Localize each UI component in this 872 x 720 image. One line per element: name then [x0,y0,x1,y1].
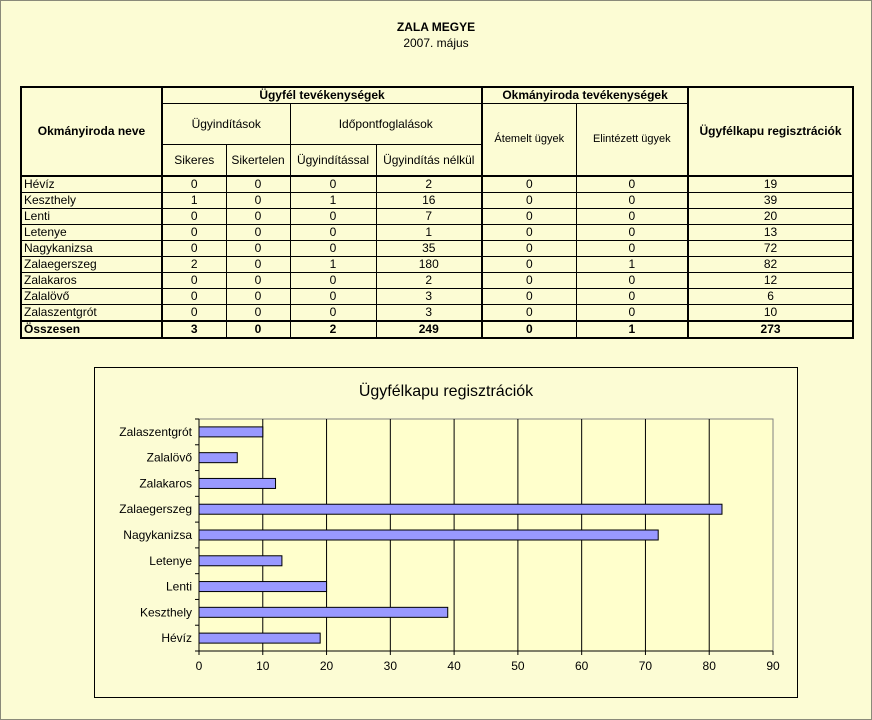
table-cell: 16 [376,193,482,209]
table-cell: 0 [482,176,576,193]
bar [199,478,276,488]
bar-chart [95,368,797,697]
table-cell: 1 [576,257,688,273]
col-transferred: Átemelt ügyek [482,104,576,177]
table-cell: 0 [226,257,290,273]
table-cell: 0 [482,209,576,225]
total-label: Összesen [21,321,162,338]
table-cell: 2 [376,176,482,193]
table-row [21,193,853,209]
col-portal-registrations: Ügyfélkapu regisztrációk [688,87,853,176]
group-office-activities: Okmányiroda tevékenységek [482,87,688,104]
office-name-cell: Zalakaros [21,273,162,289]
table-cell: 3 [376,289,482,305]
col-success: Sikeres [162,145,226,177]
table-row [21,257,853,273]
table-cell: 0 [576,305,688,322]
table-cell: 0 [226,241,290,257]
table-cell: 1 [290,257,376,273]
col-without-initiation: Ügyindítás nélkül [376,145,482,177]
x-tick-label: 30 [383,659,398,673]
table-cell: 0 [576,241,688,257]
table-cell: 0 [290,289,376,305]
table-cell: 0 [162,289,226,305]
category-label: Nagykanizsa [123,528,192,542]
table-cell: 1 [162,193,226,209]
total-row [21,321,853,338]
table-cell: 0 [226,209,290,225]
table-cell: 0 [576,209,688,225]
bar [199,504,722,514]
table-cell: 180 [376,257,482,273]
total-cell: 0 [226,321,290,338]
page-subtitle: 2007. május [403,36,469,50]
chart-title: Ügyfélkapu regisztrációk [358,383,534,400]
office-name-cell: Zalalövő [21,289,162,305]
table-cell: 12 [688,273,853,289]
table-row [21,209,853,225]
bar [199,582,327,592]
table-cell: 0 [576,289,688,305]
table-cell: 0 [290,305,376,322]
x-tick-label: 80 [702,659,716,673]
table-cell: 0 [482,289,576,305]
table-cell: 0 [482,257,576,273]
bar [199,556,282,566]
bar [199,453,237,463]
table-cell: 0 [290,225,376,241]
table-cell: 0 [482,305,576,322]
category-label: Hévíz [161,631,192,646]
table-row [21,241,853,257]
total-cell: 249 [376,321,482,338]
bar [199,427,263,437]
chart-panel [94,367,798,698]
table-cell: 0 [576,176,688,193]
table-cell: 0 [576,193,688,209]
x-tick-label: 40 [447,659,461,673]
table-cell: 0 [162,241,226,257]
table-cell: 13 [688,225,853,241]
table-cell: 0 [162,225,226,241]
table-cell: 0 [290,176,376,193]
category-label: Letenye [149,553,192,568]
group-client-activities: Ügyfél tevékenységek [162,87,482,104]
table-cell: 2 [162,257,226,273]
col-fail: Sikertelen [226,145,290,177]
table-cell: 0 [226,193,290,209]
table-cell: 0 [162,209,226,225]
category-label: Lenti [165,579,192,594]
x-tick-label: 0 [195,659,203,673]
office-name-cell: Hévíz [21,176,162,193]
statistics-table [20,86,854,339]
table-cell: 19 [688,176,853,193]
bar [199,530,658,540]
category-label: Keszthely [139,605,192,620]
office-name-cell: Lenti [21,209,162,225]
total-cell: 1 [576,321,688,338]
table-cell: 0 [162,305,226,322]
office-name-cell: Nagykanizsa [21,241,162,257]
total-cell: 3 [162,321,226,338]
table-cell: 0 [482,241,576,257]
table-cell: 0 [290,209,376,225]
x-tick-label: 10 [256,659,270,673]
table-row [21,305,853,322]
table-row [21,273,853,289]
office-name-cell: Letenye [21,225,162,241]
total-cell: 0 [482,321,576,338]
office-name-cell: Keszthely [21,193,162,209]
table-row [21,225,853,241]
table-cell: 0 [226,289,290,305]
table-cell: 0 [576,273,688,289]
total-cell: 2 [290,321,376,338]
table-cell: 1 [290,193,376,209]
table-cell: 3 [376,305,482,322]
table-cell: 0 [290,241,376,257]
x-tick-label: 70 [638,659,653,673]
table-cell: 39 [688,193,853,209]
table-cell: 7 [376,209,482,225]
table-cell: 6 [688,289,853,305]
table-cell: 0 [482,225,576,241]
x-tick-label: 50 [511,659,525,673]
table-cell: 2 [376,273,482,289]
table-cell: 82 [688,257,853,273]
table-row [21,289,853,305]
table-cell: 0 [226,176,290,193]
bar [199,633,320,643]
table-cell: 0 [482,273,576,289]
category-label: Zalalövő [146,450,192,465]
table-cell: 0 [576,225,688,241]
table-cell: 0 [162,176,226,193]
category-label: Zalaszentgrót [119,424,192,439]
table-cell: 0 [482,193,576,209]
col-completed: Elintézett ügyek [576,104,688,177]
bar [199,607,448,617]
table-cell: 20 [688,209,853,225]
category-label: Zalakaros [139,476,192,491]
sub-bookings: Időpontfoglalások [290,104,482,145]
table-cell: 35 [376,241,482,257]
office-name-cell: Zalaszentgrót [21,305,162,322]
sub-initiations: Ügyindítások [162,104,290,145]
table-cell: 0 [162,273,226,289]
category-label: Zalaegerszeg [119,502,192,517]
col-with-initiation: Ügyindítással [290,145,376,177]
total-cell: 273 [688,321,853,338]
office-name-cell: Zalaegerszeg [21,257,162,273]
x-tick-label: 90 [766,659,780,673]
table-cell: 0 [226,305,290,322]
table-cell: 0 [226,273,290,289]
x-tick-label: 20 [319,659,334,673]
page-title: ZALA MEGYE [396,20,476,34]
col-office-name: Okmányiroda neve [21,87,162,176]
table-cell: 72 [688,241,853,257]
table-cell: 0 [290,273,376,289]
table-cell: 0 [226,225,290,241]
x-tick-label: 60 [574,659,589,673]
table-cell: 10 [688,305,853,322]
table-cell: 1 [376,225,482,241]
table-row [21,176,853,193]
